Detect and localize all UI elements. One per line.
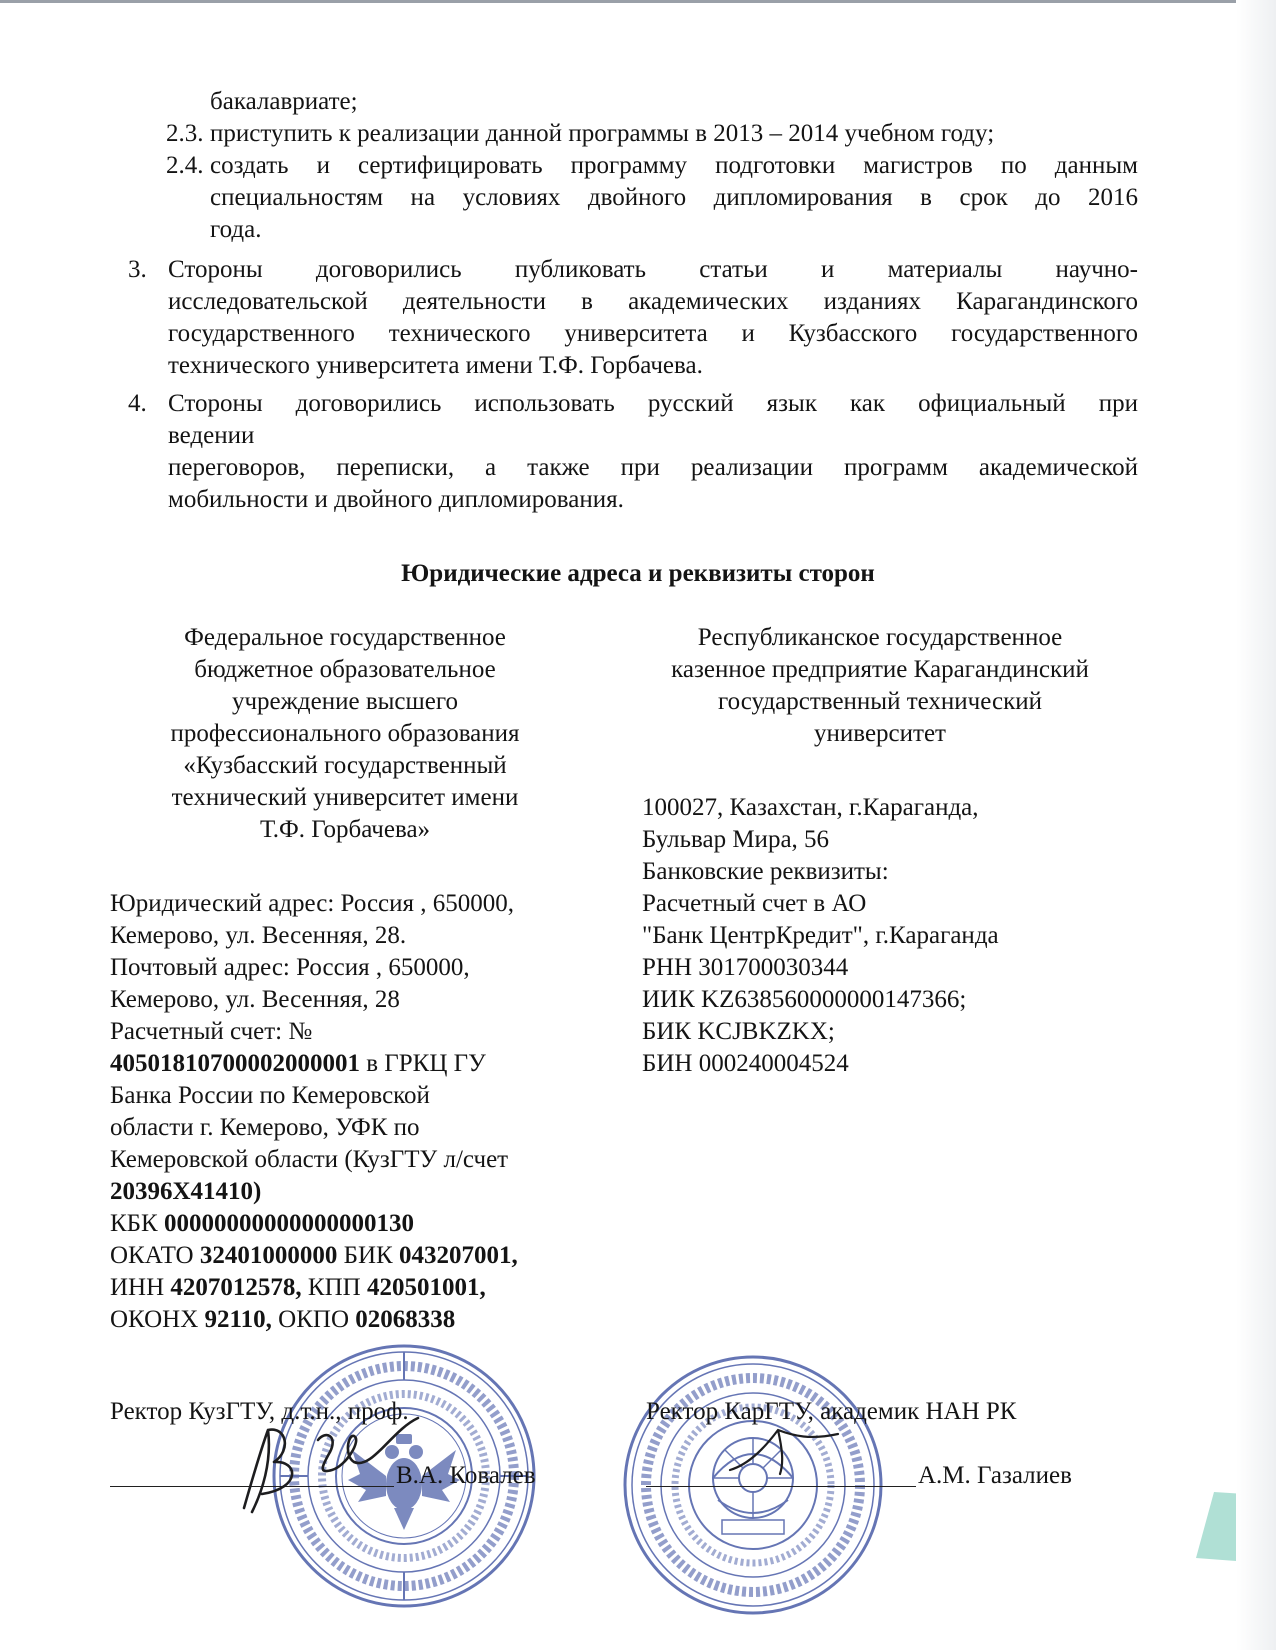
item-3-line: Стороны договорились публиковать статьи и материалы научно- — [168, 256, 1138, 283]
item-2-4-line: года. — [210, 216, 262, 243]
bank-line: Кемеровской области (КузГТУ л/счет — [110, 1146, 509, 1173]
right-detail-line: "Банк ЦентрКредит", г.Караганда — [642, 922, 999, 949]
right-detail-line: Расчетный счет в АО — [642, 890, 867, 917]
kpp-value: 420501001, — [366, 1274, 486, 1301]
bik-label: БИК — [337, 1242, 399, 1269]
kovalev-signature — [222, 1400, 442, 1520]
item-4-line: Стороны договорились использовать русский язык как официальный при — [168, 390, 1138, 417]
item-3-line: технического университета имени Т.Ф. Горбачева. — [168, 352, 703, 379]
left-name-line: «Кузбасский государственный — [183, 752, 507, 779]
okonh-value: 92110, — [204, 1306, 272, 1333]
right-detail-line: Банковские реквизиты: — [642, 858, 889, 885]
inn-value: 4207012578, — [170, 1274, 302, 1301]
kbk-value: 00000000000000000130 — [163, 1210, 414, 1237]
kbk-label: КБК — [110, 1210, 164, 1237]
kbk-line — [110, 1208, 414, 1240]
right-rector-title: Ректор КарГТУ, академик НАН РК — [646, 1398, 1017, 1425]
section-title: Юридические адреса и реквизиты сторон — [401, 560, 875, 587]
right-detail-line: БИН 000240004524 — [642, 1050, 849, 1077]
left-name-line: Т.Ф. Горбачева» — [259, 816, 431, 843]
item-2-3-text: приступить к реализации данной программы в 2013 – 2014 учебном году; — [210, 120, 995, 147]
account-bank-inline: в ГРКЦ ГУ — [360, 1050, 486, 1077]
item-2-4-line: создать и сертифицировать программу подготовки магистров по данным — [210, 152, 1138, 179]
account-label: Расчетный счет: № — [110, 1018, 313, 1045]
right-detail-line: 100027, Казахстан, г.Караганда, — [642, 794, 979, 821]
item-4-line: ведении — [168, 422, 255, 449]
item-4-number: 4. — [128, 390, 147, 417]
okato-line — [110, 1240, 518, 1272]
bik-value: 043207001, — [398, 1242, 518, 1269]
legal-address-line: Кемерово, ул. Весенняя, 28. — [110, 922, 407, 949]
right-name-line: государственный технический — [718, 688, 1042, 715]
okonh-line — [110, 1304, 455, 1336]
right-detail-line: БИК KCJBKZKX; — [642, 1018, 835, 1045]
item-4-line: мобильности и двойного дипломирования. — [168, 486, 624, 513]
left-name-line: профессионального образования — [170, 720, 520, 747]
left-rector-name: В.А. Ковалев — [396, 1462, 536, 1489]
right-rector-name: А.М. Газалиев — [918, 1462, 1072, 1489]
gazaliev-signature — [720, 1400, 850, 1490]
bank-line: области г. Кемерово, УФК по — [110, 1114, 420, 1141]
postal-address-line: Почтовый адрес: Россия , 650000, — [110, 954, 470, 981]
account-number: 40501810700002000001 — [110, 1050, 360, 1077]
right-detail-line: Бульвар Мира, 56 — [642, 826, 830, 853]
okato-value: 32401000000 — [199, 1242, 338, 1269]
item-3-number: 3. — [128, 256, 147, 283]
bank-line: Банка России по Кемеровской — [110, 1082, 430, 1109]
item-4-line: переговоров, переписки, а также при реализации программ академической — [168, 454, 1138, 481]
personal-account: 20396Х41410) — [110, 1178, 262, 1205]
okonh-label: ОКОНХ — [110, 1306, 205, 1333]
left-name-line: бюджетное образовательное — [194, 656, 496, 683]
item-3-line: исследовательской деятельности в академических изданиях Карагандинского — [168, 288, 1138, 315]
inn-line — [110, 1272, 486, 1304]
item-3-line: государственного технического университета и Кузбасского государственного — [168, 320, 1138, 347]
okpo-label: ОКПО — [271, 1306, 356, 1333]
account-line — [110, 1048, 486, 1080]
tape-strip — [1196, 1492, 1276, 1564]
left-name-line: Федеральное государственное — [184, 624, 506, 651]
inn-label: ИНН — [110, 1274, 171, 1301]
left-name-line: технический университет имени — [171, 784, 519, 811]
right-detail-line: РНН 301700030344 — [642, 954, 849, 981]
kpp-label: КПП — [301, 1274, 367, 1301]
item-2-2-continuation: бакалавриате; — [210, 88, 358, 115]
okato-label: ОКАТО — [110, 1242, 200, 1269]
left-rector-title: Ректор КузГТУ, д.т.н., проф. — [110, 1398, 409, 1425]
okpo-value: 02068338 — [355, 1306, 456, 1333]
legal-address-line: Юридический адрес: Россия , 650000, — [110, 890, 515, 917]
left-name-line: учреждение высшего — [231, 688, 459, 715]
right-name-line: Республиканское государственное — [697, 624, 1063, 651]
item-2-4-number: 2.4. — [166, 152, 204, 179]
right-detail-line: ИИК KZ638560000000147366; — [642, 986, 967, 1013]
postal-address-line: Кемерово, ул. Весенняя, 28 — [110, 986, 400, 1013]
item-2-4-line: специальностям на условиях двойного дипломирования в срок до 2016 — [210, 184, 1138, 211]
right-name-line: казенное предприятие Карагандинский — [671, 656, 1089, 683]
right-name-line: университет — [814, 720, 946, 747]
item-2-3-number: 2.3. — [166, 120, 204, 147]
